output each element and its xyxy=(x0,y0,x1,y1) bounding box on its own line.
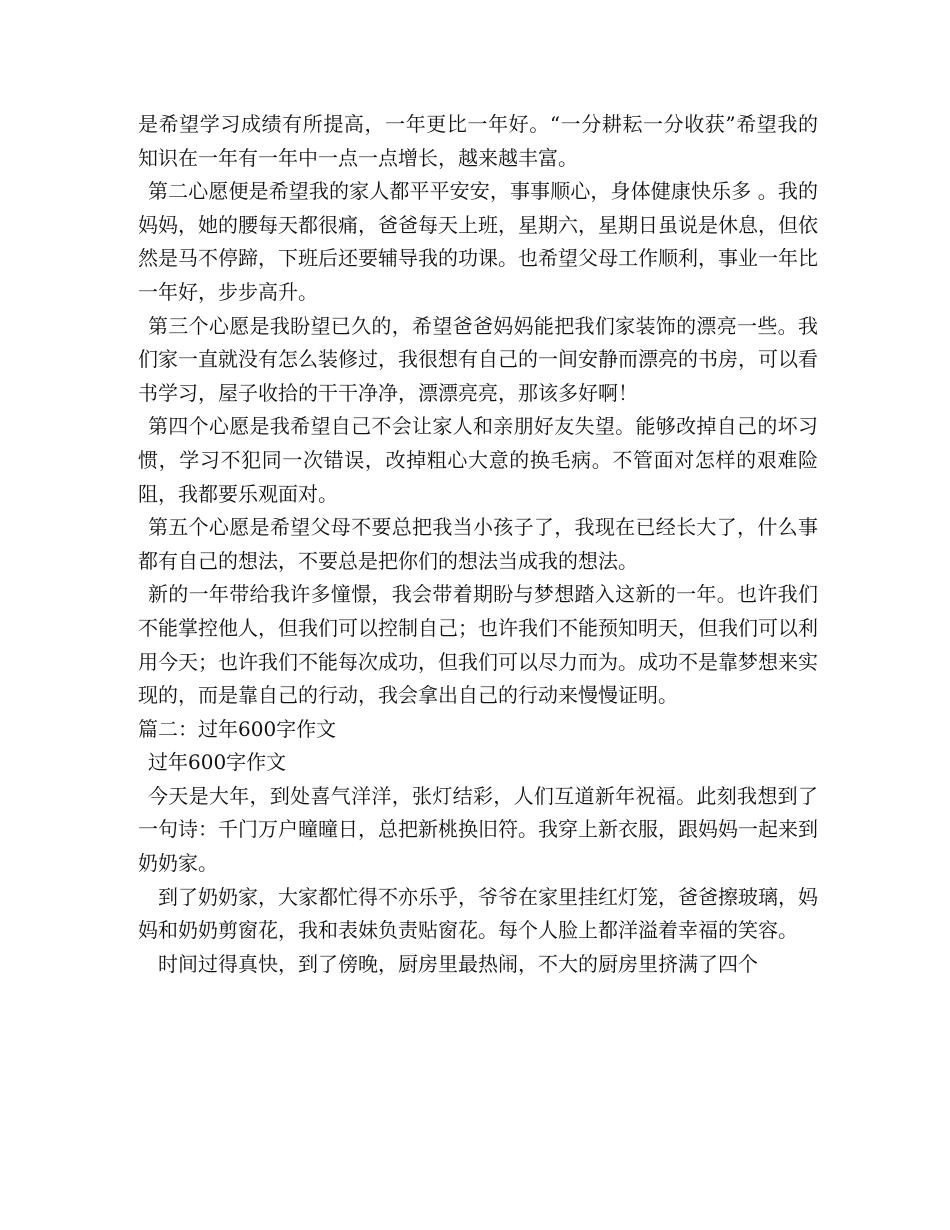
paragraph-wish-home: 第三个心愿是我盼望已久的，希望爸爸妈妈能把我们家装饰的漂亮一些。我们家一直就没有怎么装修过，我很想有自己的一间安静而漂亮的书房，可以看书学习，屋子收拾的干干净净，漂漂亮亮，那该多好啊！ xyxy=(138,313,818,405)
paragraph-wish-self: 第四个心愿是我希望自己不会让家人和亲朋好友失望。能够改掉自己的坏习惯，学习不犯同一次错误，改掉粗心大意的换毛病。不管面对怎样的艰难险阻，我都要乐观面对。 xyxy=(138,414,818,506)
paragraph-new-year: 新的一年带给我许多憧憬，我会带着期盼与梦想踏入这新的一年。也许我们不能掌控他人，但我们可以控制自己；也许我们不能预知明天，但我们可以利用今天；也许我们不能每次成功，但我们可以尽力而为。成功不是靠梦想来实现的，而是靠自己的行动，我会拿出自己的行动来慢慢证明。 xyxy=(138,582,818,708)
paragraph-evening-kitchen: 时间过得真快，到了傍晚，厨房里最热闹，不大的厨房里挤满了四个 xyxy=(158,951,758,976)
document-page xyxy=(138,108,818,981)
paragraph-wish-family: 第二心愿便是希望我的家人都平平安安，事事顺心，身体健康快乐多 。我的妈妈，她的腰每天都很痛，爸爸每天上班，星期六，星期日虽说是休息，但依然是马不停蹄，下班后还要辅导我的功课。也希望父母工作顺利，事业一年比一年好，步步高升。 xyxy=(138,179,818,304)
paragraph-wish-study: 是希望学习成绩有所提高，一年更比一年好。“一分耕耘一分收获”希望我的知识在一年有一年中一点一点增长，越来越丰富。 xyxy=(138,112,818,170)
paragraph-grandma-house: 到了奶奶家，大家都忙得不亦乐乎，爷爷在家里挂红灯笼，爸爸擦玻璃，妈妈和奶奶剪窗花，我和表妹负责贴窗花。每个人脸上都洋溢着幸福的笑容。 xyxy=(138,884,818,943)
essay-title: 过年600字作文 xyxy=(148,750,287,775)
paragraph-new-year-day: 今天是大年，到处喜气洋洋，张灯结彩，人们互道新年祝福。此刻我想到了一句诗：千门万户曈曈日，总把新桃换旧符。我穿上新衣服，跟妈妈一起来到奶奶家。 xyxy=(138,783,818,876)
section-heading: 篇二：过年600字作文 xyxy=(138,716,337,741)
paragraph-wish-parents: 第五个心愿是希望父母不要总把我当小孩子了，我现在已经长大了，什么事都有自己的想法，不要总是把你们的想法当成我的想法。 xyxy=(138,515,818,573)
